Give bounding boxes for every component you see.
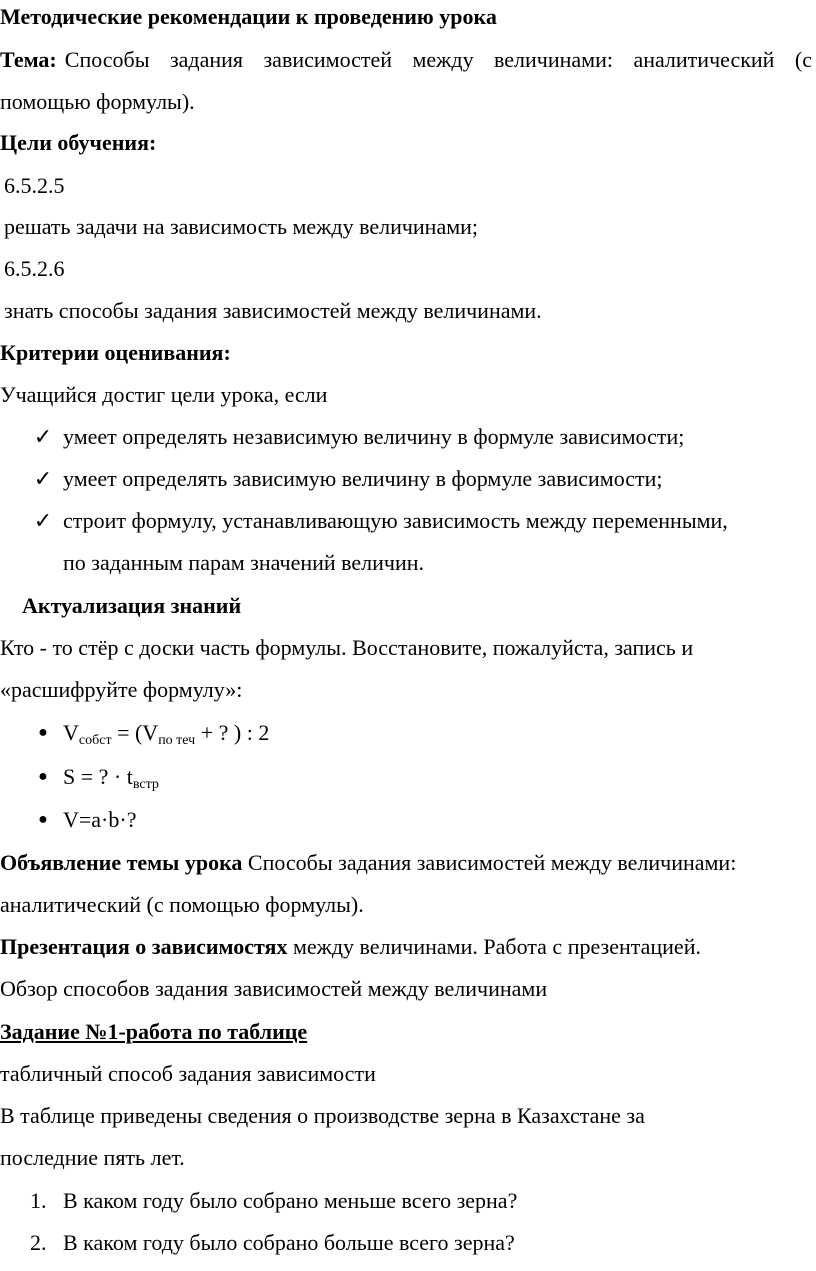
- question-number: 1.: [30, 1188, 47, 1213]
- criteria-item-continuation: по заданным парам значений величин.: [63, 550, 425, 575]
- formula-2: S = ? · $t_{встр}$: [63, 764, 159, 792]
- bullet-icon: ●: [38, 724, 48, 741]
- criteria-item-text: строит формулу, устанавливающую зависимость между переменными,: [63, 508, 728, 533]
- question-number: 2.: [30, 1230, 47, 1255]
- criteria-item-text: умеет определять зависимую величину в формуле зависимости;: [63, 466, 663, 491]
- document-title: Методические рекомендации к проведению урока: [0, 4, 497, 29]
- bullet-icon: ●: [38, 811, 48, 828]
- task-1-text-1: В таблице приведены сведения о производстве зерна в Казахстане за: [0, 1103, 645, 1128]
- check-icon: ✓: [33, 424, 53, 449]
- formula-1: $V_{собст} = (V_{по теч}$ + ? ) : 2: [63, 720, 270, 748]
- bullet-icon: ●: [38, 768, 48, 785]
- topic-label: Тема:: [0, 47, 57, 72]
- announce-text-1: Способы задания зависимостей между величинами:: [247, 850, 737, 875]
- goal-2-code: 6.5.2.6: [4, 256, 65, 281]
- criteria-heading: Критерии оценивания:: [0, 340, 231, 365]
- goal-1-code: 6.5.2.5: [4, 173, 65, 198]
- goals-heading: Цели обучения:: [0, 130, 157, 155]
- criteria-item-text: умеет определять независимую величину в формуле зависимости;: [63, 424, 685, 449]
- task-1-text-2: последние пять лет.: [0, 1145, 185, 1170]
- actualization-line-1: Кто - то стёр с доски часть формулы. Восстановите, пожалуйста, запись и: [0, 635, 694, 660]
- announce-text-2: аналитический (с помощью формулы).: [0, 892, 364, 917]
- formula-3: V=a·b·?: [63, 807, 137, 832]
- overview-line: Обзор способов задания зависимостей между величинами: [0, 976, 548, 1001]
- presentation-label: Презентация о зависимостях: [0, 934, 288, 959]
- actualization-line-2: «расшифруйте формулу»:: [0, 677, 243, 702]
- criteria-intro: Учащийся достиг цели урока, если: [0, 382, 328, 407]
- presentation-text: между величинами. Работа с презентацией.: [292, 934, 701, 959]
- topic-text-1: Способы задания зависимостей между величинами: аналитический (с: [64, 47, 812, 72]
- check-icon: ✓: [33, 508, 53, 533]
- topic-text-2: помощью формулы).: [0, 89, 195, 114]
- announce-label: Объявление темы урока: [0, 850, 243, 875]
- topic-line-1: [0, 47, 812, 73]
- task-1-heading: Задание №1-работа по таблице: [0, 1019, 308, 1044]
- goal-2-text: знать способы задания зависимостей между величинами.: [4, 298, 542, 323]
- question-text: В каком году было собрано больше всего зерна?: [63, 1230, 515, 1255]
- announce-line-1: [0, 850, 736, 876]
- topic-justify: [0, 47, 812, 73]
- task-1-subheading: табличный способ задания зависимости: [0, 1061, 376, 1086]
- goal-1-text: решать задачи на зависимость между величинами;: [4, 214, 479, 239]
- actualization-heading: Актуализация знаний: [22, 593, 242, 618]
- presentation-line: [0, 934, 701, 960]
- check-icon: ✓: [33, 466, 53, 491]
- question-text: В каком году было собрано меньше всего зерна?: [63, 1188, 518, 1213]
